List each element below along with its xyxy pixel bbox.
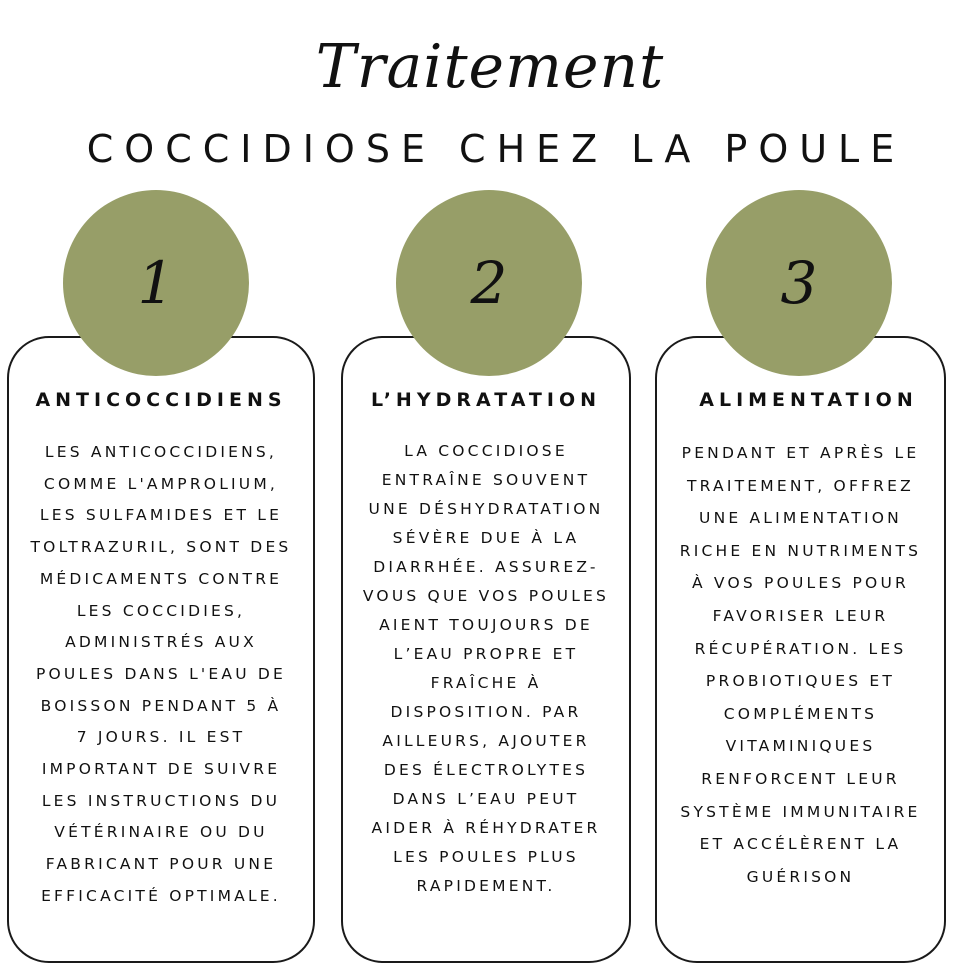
card-body-line: COMME L'AMPROLIUM, xyxy=(43,474,279,493)
card-body-line: LA COCCIDIOSE xyxy=(404,442,568,460)
step-number: 3 xyxy=(780,249,818,317)
card-body-line: RAPIDEMENT. xyxy=(416,877,556,895)
card-body-line: AIENT TOUJOURS DE xyxy=(379,616,593,634)
card-body-line: PENDANT ET APRÈS LE xyxy=(681,444,920,462)
card-body-line: DANS L’EAU PEUT xyxy=(392,790,580,808)
script-title: Traitement xyxy=(315,32,665,102)
card-body-line: FRAÎCHE À xyxy=(430,674,542,692)
card-heading: ANTICOCCIDIENS xyxy=(35,389,287,411)
card-body-line: PROBIOTIQUES ET xyxy=(705,672,896,691)
card-body-line: ET ACCÉLÈRENT LA xyxy=(699,835,902,854)
card-body-line: IMPORTANT DE SUIVRE xyxy=(41,760,281,779)
card-body-line: GUÉRISON xyxy=(746,867,855,886)
card-body-line: UNE DÉSHYDRATATION xyxy=(368,500,604,518)
card-body-line: LES POULES PLUS xyxy=(393,848,579,866)
card-body-line: RENFORCENT LEUR xyxy=(701,769,900,788)
page-title: COCCIDIOSE CHEZ LA POULE xyxy=(86,127,906,171)
card-body xyxy=(341,437,631,901)
card-body-line: ENTRAÎNE SOUVENT xyxy=(381,471,591,489)
card-body-line: LES COCCIDIES, xyxy=(76,601,246,620)
card-body-line: LES INSTRUCTIONS DU xyxy=(41,791,281,810)
card-body-line: EFFICACITÉ OPTIMALE. xyxy=(41,886,281,905)
step-badge-2 xyxy=(396,190,582,376)
card-body xyxy=(655,437,946,893)
card-body-line: DISPOSITION. PAR xyxy=(390,703,582,721)
card-body-line: DES ÉLECTROLYTES xyxy=(383,761,589,779)
card-body-line: FAVORISER LEUR xyxy=(712,606,889,625)
card-body-line: AIDER À RÉHYDRATER xyxy=(371,819,601,837)
step-number: 2 xyxy=(470,249,508,317)
card-heading: L’HYDRATATION xyxy=(370,389,602,411)
card-body-line: AILLEURS, AJOUTER xyxy=(382,732,590,750)
card-heading: ALIMENTATION xyxy=(699,389,918,411)
step-badge-1 xyxy=(63,190,249,376)
card-body-line: BOISSON PENDANT 5 À xyxy=(40,696,282,715)
card-body-line: RICHE EN NUTRIMENTS xyxy=(679,541,922,560)
card-body-line: RÉCUPÉRATION. LES xyxy=(694,639,907,658)
card-body-line: LES SULFAMIDES ET LE xyxy=(39,506,283,525)
card-body-line: SYSTÈME IMMUNITAIRE xyxy=(680,802,921,821)
card-body-line: VOUS QUE VOS POULES xyxy=(362,587,610,605)
card-body-line: TRAITEMENT, OFFREZ xyxy=(687,476,914,495)
card-body-line: LES ANTICOCCIDIENS, xyxy=(44,443,278,461)
card-body-line: VITAMINIQUES xyxy=(725,737,876,756)
card-body-line: DIARRHÉE. ASSUREZ- xyxy=(373,558,599,576)
card-body-line: L’EAU PROPRE ET xyxy=(393,645,579,663)
step-number: 1 xyxy=(137,249,175,317)
card-body-line: TOLTRAZURIL, SONT DES xyxy=(30,538,292,557)
card-body-line: FABRICANT POUR UNE xyxy=(45,855,277,874)
card-body-line: À VOS POULES POUR xyxy=(692,574,909,593)
card-body-line: MÉDICAMENTS CONTRE xyxy=(39,569,283,588)
card-body-line: COMPLÉMENTS xyxy=(723,704,878,723)
card-body-line: UNE ALIMENTATION xyxy=(699,509,902,528)
card-body-line: SÉVÈRE DUE À LA xyxy=(392,529,580,547)
card-body-line: POULES DANS L'EAU DE xyxy=(35,664,286,683)
card-body-line: VÉTÉRINAIRE OU DU xyxy=(54,823,268,842)
card-body-line: ADMINISTRÉS AUX xyxy=(65,633,257,652)
card-body xyxy=(7,437,315,913)
card-body-line: 7 JOURS. IL EST xyxy=(76,728,246,747)
step-badge-3 xyxy=(706,190,892,376)
